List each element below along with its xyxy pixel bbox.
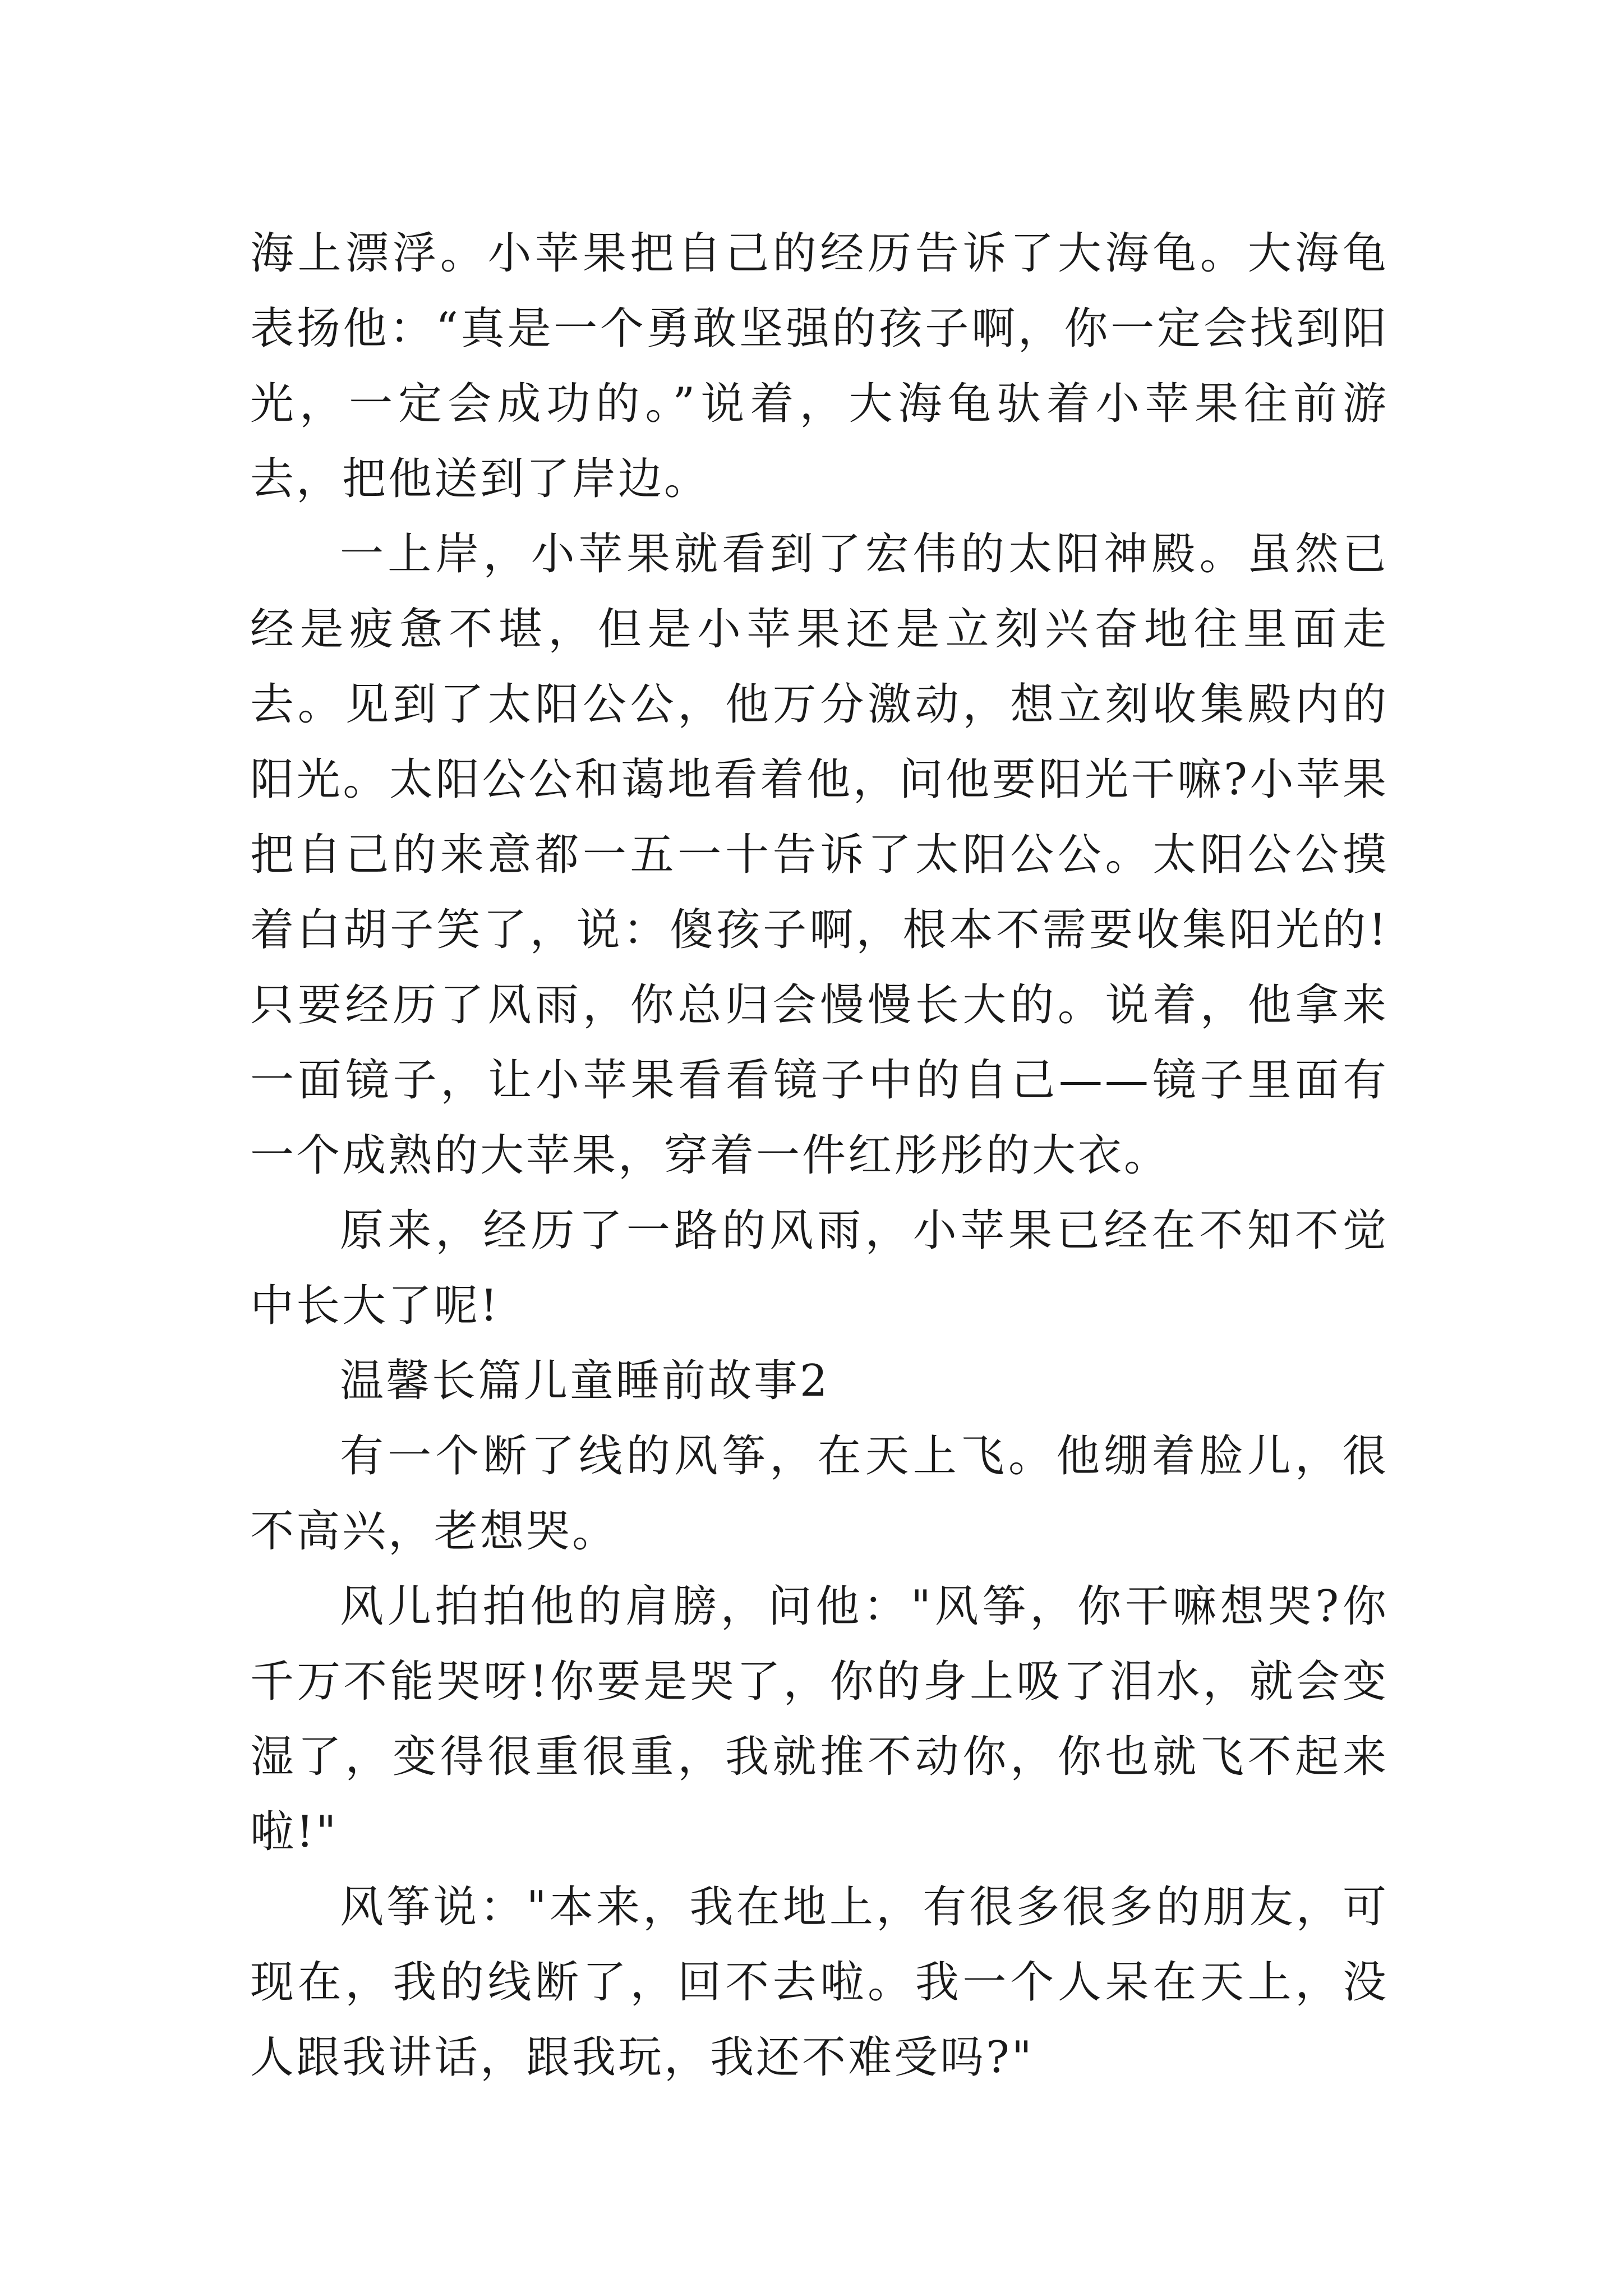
paragraph-kite-intro: 有一个断了线的风筝，在天上飞。他绷着脸儿，很不高兴，老想哭。 — [250, 1431, 1389, 1557]
paragraph-continuation: 海上漂浮。小苹果把自己的经历告诉了大海龟。大海龟表扬他：“真是一个勇敢坚强的孩子啊，你一定会找到阳光，一定会成功的。”说着，大海龟驮着小苹果往前游去，把他送到了岸边。 — [250, 228, 1389, 504]
paragraph-wind-speaks: 风儿拍拍他的肩膀，问他："风筝，你干嘛想哭?你千万不能哭呀!你要是哭了，你的身上吸了泪水，就会变湿了，变得很重很重，我就推不动你，你也就飞不起来啦!" — [250, 1581, 1389, 1857]
paragraph-sun-palace: 一上岸，小苹果就看到了宏伟的太阳神殿。虽然已经是疲惫不堪，但是小苹果还是立刻兴奋地往里面走去。见到了太阳公公，他万分激动，想立刻收集殿内的阳光。太阳公公和蔼地看着他，问他要阳光干嘛?小苹果把自己的来意都一五一十告诉了太阳公公。太阳公公摸着白胡子笑了，说：傻孩子啊，根本不需要收集阳光的!只要经历了风雨，你总归会慢慢长大的。说着，他拿来一面镜子，让小苹果看看镜子中的自己——镜子里面有一个成熟的大苹果，穿着一件红彤彤的大衣。 — [250, 529, 1389, 1181]
story-heading: 温馨长篇儿童睡前故事2 — [340, 1356, 830, 1406]
story-text — [250, 216, 1389, 2095]
paragraph-kite-replies: 风筝说："本来，我在地上，有很多很多的朋友，可现在，我的线断了，回不去啦。我一个人呆在天上，没人跟我讲话，跟我玩，我还不难受吗?" — [250, 1882, 1389, 2083]
paragraph-grown-up: 原来，经历了一路的风雨，小苹果已经在不知不觉中长大了呢! — [250, 1205, 1389, 1331]
